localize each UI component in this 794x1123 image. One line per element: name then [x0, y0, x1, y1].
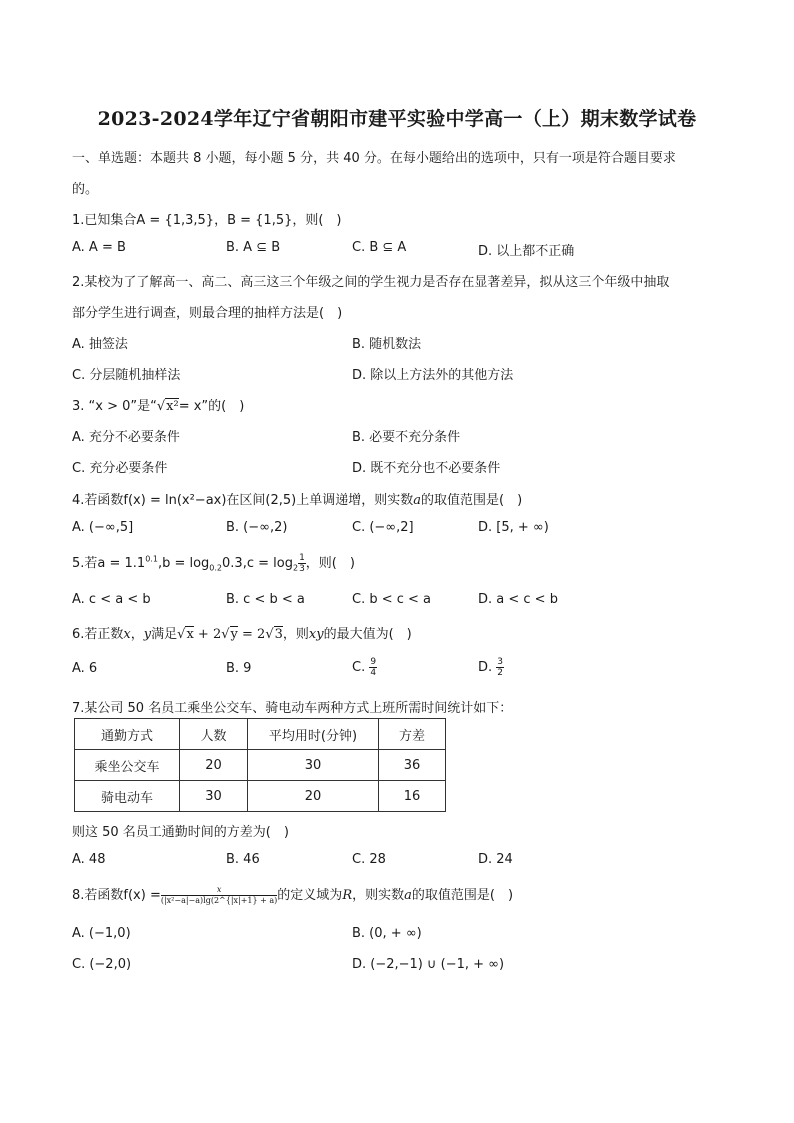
q5-fraction	[298, 553, 306, 574]
q5-stem	[72, 552, 355, 574]
q4-option-c: C. (−∞,2]	[352, 520, 414, 535]
q5-stem-a: 5.若a = 1.1	[72, 556, 146, 571]
q6-eq: = 2	[237, 627, 266, 642]
q6-d-num: 3	[497, 657, 504, 667]
q2-option-a: A. 抽签法	[72, 337, 128, 352]
q6-option-b: B. 9	[226, 661, 252, 676]
q6-option-c	[352, 657, 377, 678]
table-cell: 20	[180, 750, 248, 781]
q5-frac-den: 3	[299, 564, 305, 574]
q5-exponent: 0.1	[145, 554, 158, 564]
table-header-cell: 方差	[379, 719, 446, 750]
q8-stem	[72, 884, 513, 906]
q2-option-d: D. 除以上方法外的其他方法	[352, 368, 514, 383]
q6-d-den: 2	[497, 668, 504, 678]
q3-stem-prefix: 3. “x > 0”是“	[72, 399, 157, 414]
q6-option-d	[478, 657, 504, 678]
table-row	[75, 781, 446, 812]
section-heading-cont: 的。	[72, 182, 99, 197]
q4-option-d: D. [5, + ∞)	[478, 520, 549, 535]
q6-c-den: 4	[370, 668, 377, 678]
q4-stem-tail: 的取值范围是( )	[421, 493, 523, 508]
page-title: 2023-2024学年辽宁省朝阳市建平实验中学高一（上）期末数学试卷	[97, 108, 697, 130]
q5-stem-b: ,b = log	[157, 556, 210, 571]
q6-option-a: A. 6	[72, 661, 98, 676]
q8-var-R: R	[342, 888, 353, 903]
q8-frac-den: (|x²−a|−a)lg(2^{|x|+1} + a)	[160, 896, 278, 905]
q8-option-b: B. (0, + ∞)	[352, 926, 422, 941]
q6-c-num: 9	[370, 657, 377, 667]
table-row	[75, 750, 446, 781]
q1-stem: 1.已知集合A = {1,3,5}，B = {1,5}，则( )	[72, 213, 342, 228]
q1-option-d: D. 以上都不正确	[478, 244, 575, 259]
q3-sqrt: x²	[166, 399, 179, 414]
q1-option-a: A. A = B	[72, 240, 126, 255]
q8-option-d: D. (−2,−1) ∪ (−1, + ∞)	[352, 957, 505, 972]
q8-frac-num: x	[161, 885, 277, 896]
commute-table	[74, 718, 446, 812]
table-header-cell: 人数	[180, 719, 248, 750]
q7-option-b: B. 46	[226, 852, 260, 867]
q8-option-a: A. (−1,0)	[72, 926, 131, 941]
table-cell: 16	[379, 781, 446, 812]
q8-fraction	[161, 885, 277, 906]
q7-stem: 7.某公司 50 名员工乘坐公交车、骑电动车两种方式上班所需时间统计如下：	[72, 701, 513, 716]
q3-option-c: C. 充分必要条件	[72, 461, 168, 476]
table-cell: 36	[379, 750, 446, 781]
section-heading: 一、单选题：本题共 8 小题，每小题 5 分，共 40 分。在每小题给出的选项中，只有一项是符合题目要求	[72, 151, 676, 166]
q5-option-a: A. c < a < b	[72, 592, 151, 607]
q8-option-c: C. (−2,0)	[72, 957, 132, 972]
q4-option-a: A. (−∞,5]	[72, 520, 134, 535]
q7-follow: 则这 50 名员工通勤时间的方差为( )	[72, 825, 289, 840]
table-cell: 30	[180, 781, 248, 812]
table-cell: 20	[248, 781, 379, 812]
q6-option-d-label: D.	[478, 660, 493, 675]
q5-base-c: 2	[292, 563, 299, 573]
q6-option-d-frac	[496, 657, 504, 678]
q8-var-a: a	[404, 888, 412, 903]
q6-stem-a: 6.若正数	[72, 627, 124, 642]
q2-option-c: C. 分层随机抽样法	[72, 368, 181, 383]
q4-option-b: B. (−∞,2)	[226, 520, 288, 535]
q3-option-a: A. 充分不必要条件	[72, 430, 180, 445]
q6-var-xy: xy	[308, 627, 324, 642]
q3-option-d: D. 既不充分也不必要条件	[352, 461, 501, 476]
q6-var-x: x	[123, 627, 131, 642]
q3-option-b: B. 必要不充分条件	[352, 430, 461, 445]
q2-option-b: B. 随机数法	[352, 337, 422, 352]
q3-stem: 3. “x > 0”是“√x²= x”的( )	[72, 399, 245, 414]
q6-sqrt-x: x	[186, 627, 194, 642]
q2-stem: 2.某校为了了解高一、高二、高三这三个年级之间的学生视力是否存在显著差异，拟从这三个年级中抽取	[72, 275, 670, 290]
q8-stem-c: ，则实数	[352, 888, 405, 903]
q6-option-c-frac	[369, 657, 377, 678]
q6-plus: + 2	[193, 627, 222, 642]
q5-option-c: C. b < c < a	[352, 592, 432, 607]
table-header-cell: 通勤方式	[75, 719, 180, 750]
q8-stem-a: 8.若函数f(x) =	[72, 888, 161, 903]
q5-option-b: B. c < b < a	[226, 592, 305, 607]
q7-option-c: C. 28	[352, 852, 386, 867]
q4-var-a: a	[413, 493, 422, 508]
q6-stem-c: ，则	[282, 627, 309, 642]
q1-option-c: C. B ⊆ A	[352, 240, 407, 255]
table-cell: 乘坐公交车	[75, 750, 180, 781]
q6-stem: 6.若正数x，y满足√x + 2√y = 2√3，则xy的最大值为( )	[72, 627, 412, 642]
table-cell: 30	[248, 750, 379, 781]
q6-sqrt-3: 3	[274, 627, 283, 642]
q6-stem-d: 的最大值为( )	[323, 627, 412, 642]
table-header-cell: 平均用时(分钟)	[248, 719, 379, 750]
q7-option-d: D. 24	[478, 852, 513, 867]
q6-option-c-label: C.	[352, 660, 366, 675]
q8-stem-b: 的定义域为	[277, 888, 343, 903]
q7-option-a: A. 48	[72, 852, 106, 867]
q5-stem-c: 0.3,c = log	[222, 556, 293, 571]
q8-stem-d: 的取值范围是( )	[411, 888, 514, 903]
q3-stem-mid: = x”的( )	[178, 399, 245, 414]
table-cell: 骑电动车	[75, 781, 180, 812]
q6-sqrt-y: y	[230, 627, 238, 642]
table-header-row	[75, 719, 446, 750]
q4-stem-text: 4.若函数f(x) = ln(x²−ax)在区间(2,5)上单调递增，则实数	[72, 493, 414, 508]
q5-frac-num: 1	[299, 553, 305, 563]
q4-stem	[72, 489, 522, 508]
q5-base-b: 0.2	[209, 563, 223, 573]
q5-stem-tail: ，则( )	[305, 556, 355, 571]
q6-comma: ，	[130, 627, 144, 642]
q6-stem-b: 满足	[151, 627, 178, 642]
q1-option-b: B. A ⊆ B	[226, 240, 281, 255]
q5-option-d: D. a < c < b	[478, 592, 558, 607]
q6-var-y: y	[143, 627, 152, 642]
q2-stem-cont: 部分学生进行调查，则最合理的抽样方法是( )	[72, 306, 343, 321]
